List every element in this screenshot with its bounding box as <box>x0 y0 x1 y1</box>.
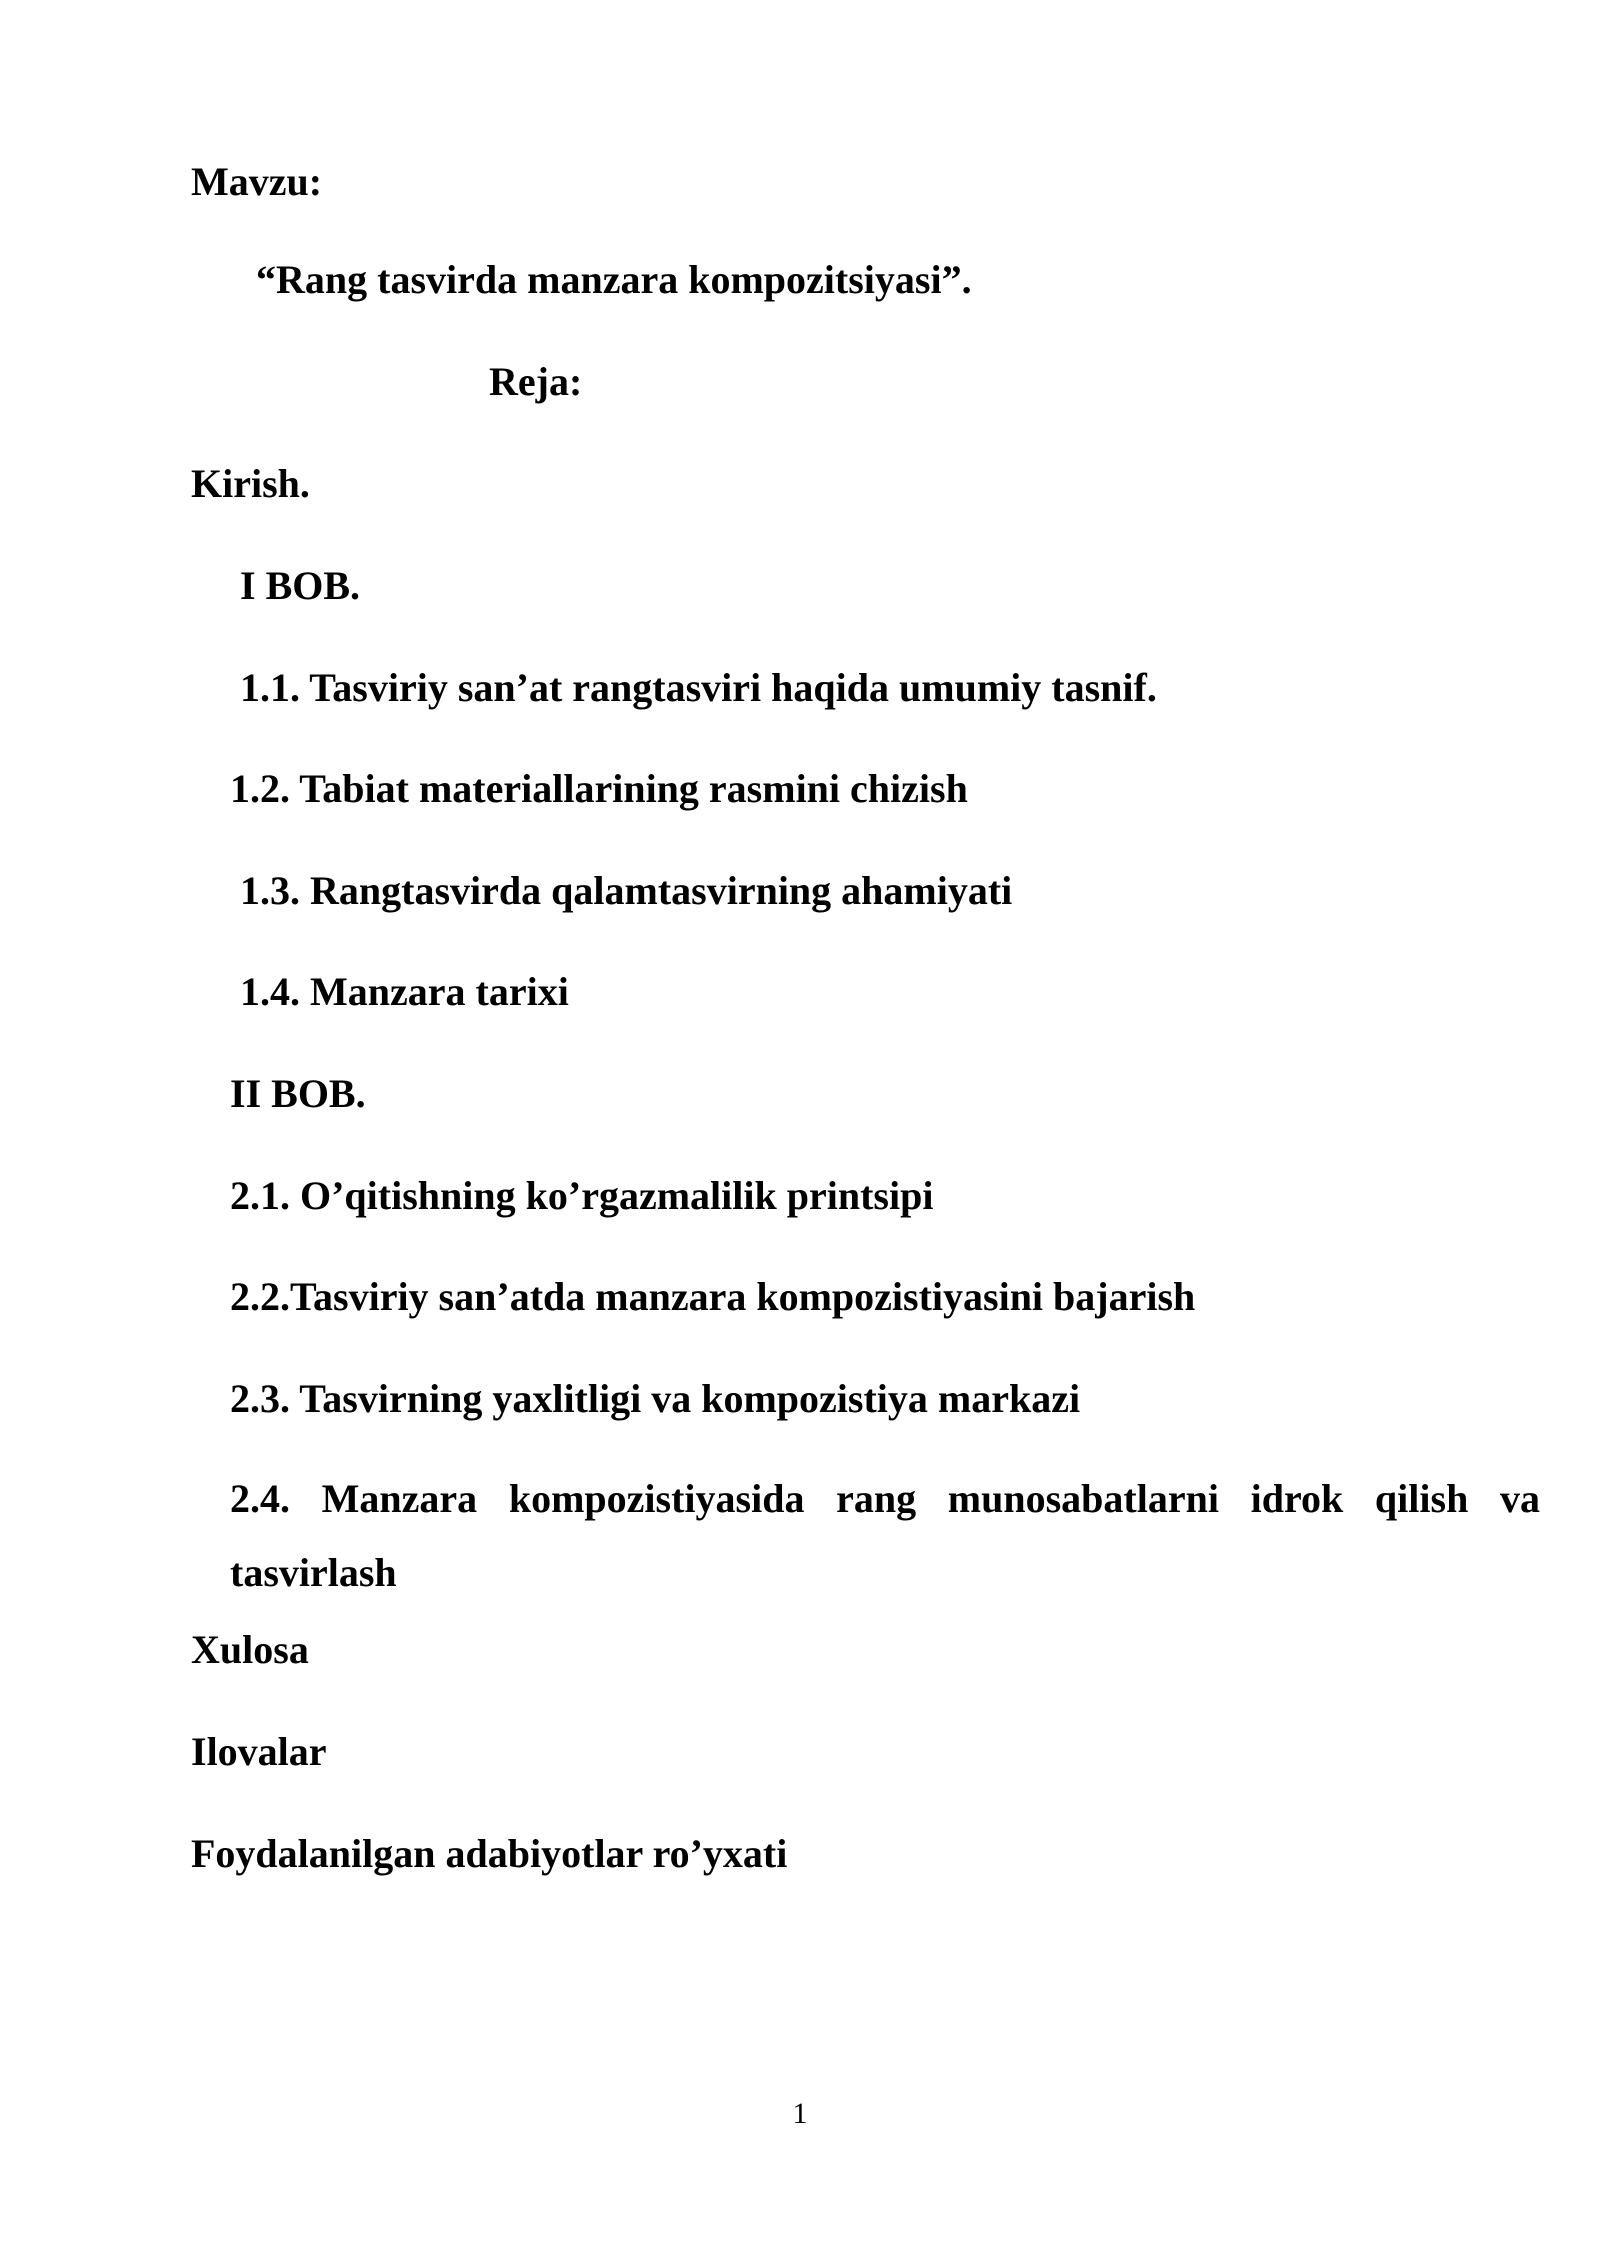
conclusion-item: Xulosa <box>191 1627 309 1672</box>
page-number: 1 <box>792 2097 808 2130</box>
document-title: “Rang tasvirda manzara kompozitsiyasi”. <box>256 257 972 302</box>
section-2-1: 2.1. O’qitishning ko’rgazmalilik printsipi <box>230 1173 934 1218</box>
chapter2-heading: II BOB. <box>230 1071 366 1116</box>
section-1-1: 1.1. Tasviriy san’at rangtasviri haqida umumiy tasnif. <box>240 665 1157 710</box>
appendices-item: Ilovalar <box>191 1729 327 1774</box>
section-1-3: 1.3. Rangtasvirda qalamtasvirning ahamiyati <box>240 868 1013 913</box>
section-1-2: 1.2. Tabiat materiallarining rasmini chizish <box>230 766 968 811</box>
section-2-3: 2.3. Tasvirning yaxlitligi va kompozistiya markazi <box>230 1376 1081 1421</box>
references-item: Foydalanilgan adabiyotlar ro’yxati <box>191 1831 788 1876</box>
chapter1-heading: I BOB. <box>240 563 361 608</box>
intro-item: Kirish. <box>191 461 310 506</box>
plan-label: Reja: <box>489 359 583 404</box>
topic-label: Mavzu: <box>191 159 323 204</box>
section-2-2: 2.2.Tasviriy san’atda manzara kompozistiyasini bajarish <box>230 1274 1196 1319</box>
section-1-4: 1.4. Manzara tarixi <box>240 969 569 1014</box>
section-2-4: 2.4. Manzara kompozistiyasida rang munosabatlarni idrok qilish va tasvirlash <box>230 1476 1540 1595</box>
